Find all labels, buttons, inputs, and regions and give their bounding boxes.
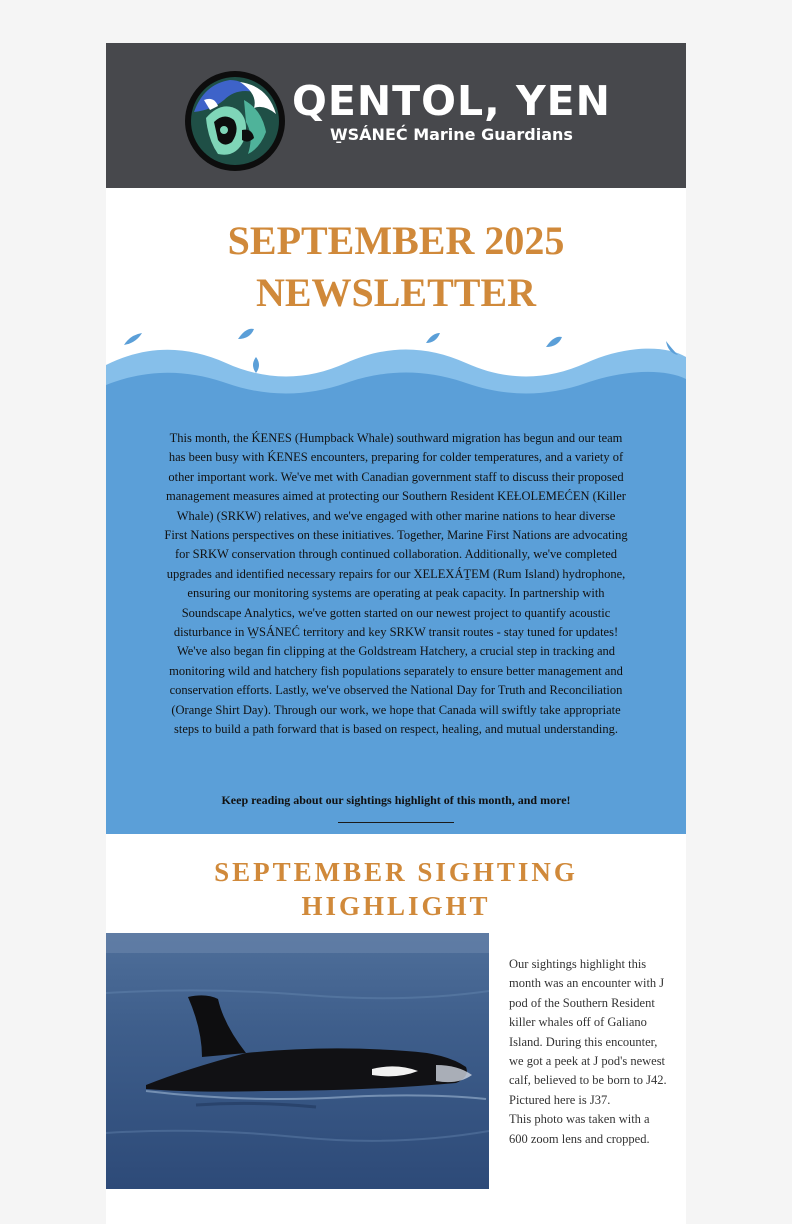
sighting-highlight-heading: [106, 855, 686, 923]
caption-paragraph-1: Our sightings highlight this month was an encounter with J pod of the Southern Resident killer whales off of Galiano Island. During this encounter, we got a peek at J pod's newest calf, believed to be born to J42.: [509, 957, 667, 1088]
brand-title: QENTOL, YEN: [292, 77, 611, 125]
keep-reading-text: Keep reading about our sightings highlight of this month, and more!: [221, 793, 571, 807]
newsletter-title-line-2: NEWSLETTER: [255, 270, 537, 315]
intro-section: [106, 423, 686, 834]
section-divider: [338, 822, 454, 823]
header-banner: [106, 43, 686, 188]
caption-paragraph-3: This photo was taken with a 600 zoom lens and cropped.: [509, 1112, 650, 1146]
caption-paragraph-2: Pictured here is J37.: [509, 1092, 611, 1107]
orca-photo: [106, 933, 489, 1189]
intro-paragraph: This month, the ḰENES (Humpback Whale) southward migration has begun and our team has been busy with ḰENES encounters, preparing for colder temperatures, and a variety of other important work. We've met with Canadian government staff to discuss their proposed management measures aimed at protecting our Southern Resident KEȽOLEMEĆEN (Killer Whale) (SRKW) relatives, and we've engaged with other marine nations to hear diverse First Nations perspectives on these initiatives. Together, Marine First Nations are advocating for SRKW conservation through continued collaboration. Additionally, we've completed upgrades and identified necessary repairs for our XELEXÁṮEM (Rum Island) hydrophone, ensuring our monitoring systems are operating at peak capacity. In partnership with Soundscape Analytics, we've gotten started on our newest project to quantify acoustic disturbance in W̱SÁNEĆ territory and key SRKW transit routes - stay tuned for updates! We've also began fin clipping at the Goldstream Hatchery, a crucial step in tracking and monitoring wild and hatchery fish populations separately to ensure better management and conservation efforts. Lastly, we've observed the National Day for Truth and Reconciliation (Orange Shirt Day). Through our work, we hope that Canada will swiftly take appropriate steps to build a path forward that is based on respect, healing, and mutual understanding.: [164, 431, 628, 737]
sighting-heading-line-1: SEPTEMBER SIGHTING: [214, 857, 578, 887]
brand-subtitle: W̱SÁNEĆ Marine Guardians: [330, 125, 573, 144]
guardians-logo-icon: [184, 70, 286, 172]
newsletter-title-line-1: SEPTEMBER 2025: [227, 218, 565, 263]
photo-caption: [509, 955, 667, 1149]
newsletter-page: [106, 43, 686, 1224]
newsletter-title: [106, 215, 686, 319]
wave-divider-icon: [106, 325, 686, 425]
sighting-heading-line-2: HIGHLIGHT: [301, 891, 491, 921]
